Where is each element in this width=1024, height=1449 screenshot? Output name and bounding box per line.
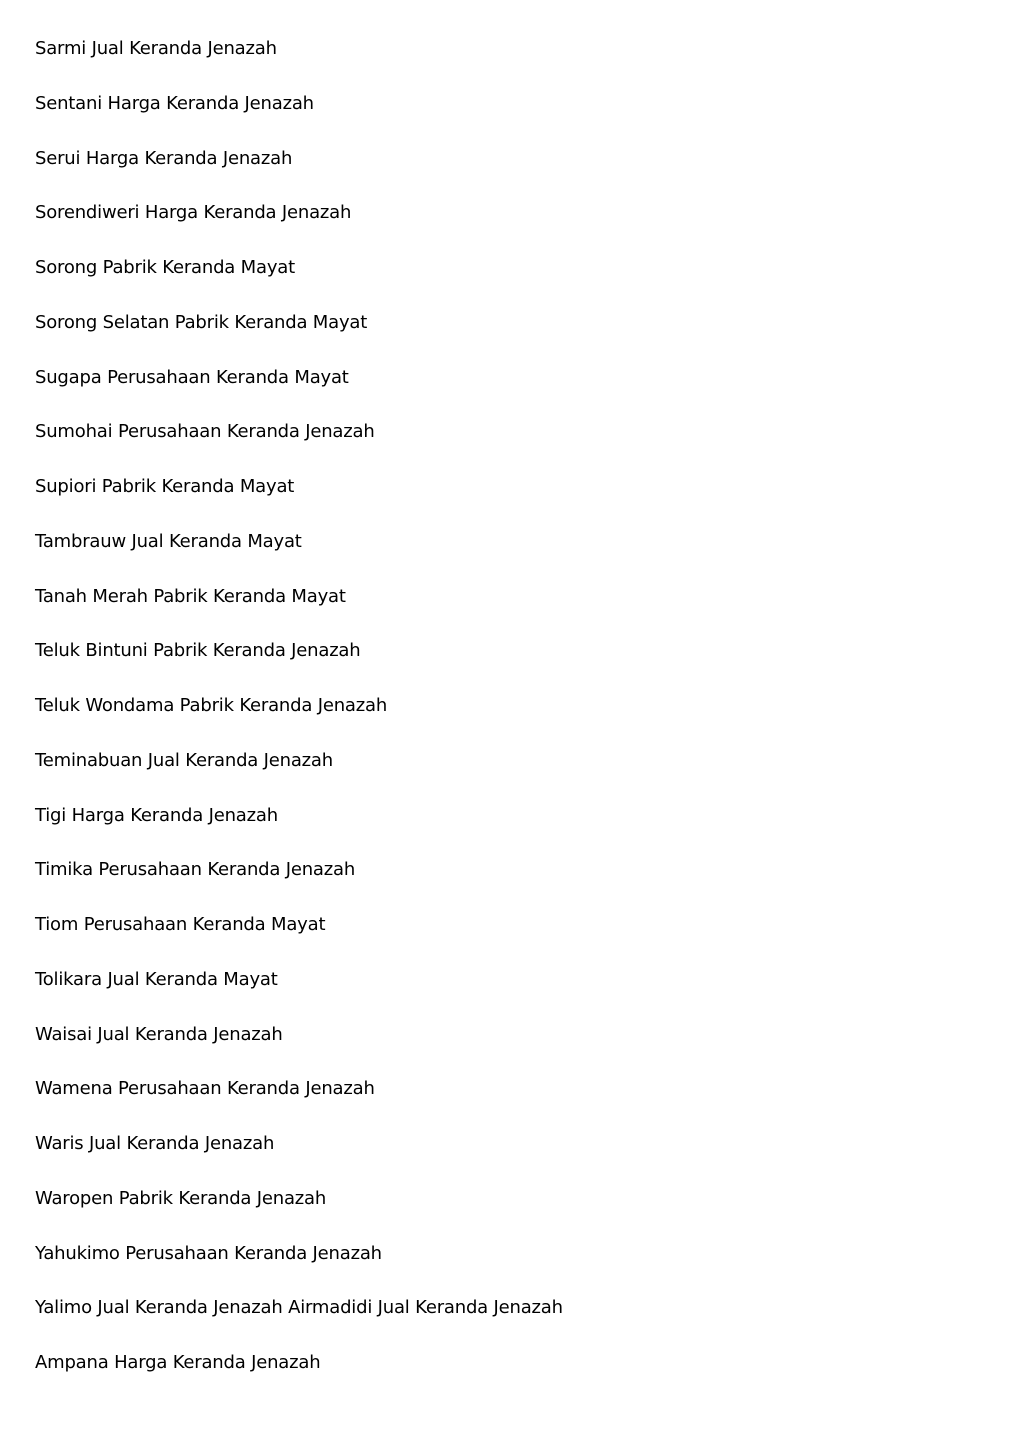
text-line: Sumohai Perusahaan Keranda Jenazah (35, 421, 375, 443)
text-line: Yahukimo Perusahaan Keranda Jenazah (35, 1242, 382, 1264)
text-line: Waisai Jual Keranda Jenazah (35, 1023, 283, 1045)
text-line: Waris Jual Keranda Jenazah (35, 1133, 275, 1154)
text-line: Sarmi Jual Keranda Jenazah (35, 38, 277, 59)
text-line: Ampana Harga Keranda Jenazah (35, 1352, 321, 1373)
text-line: Sorendiweri Harga Keranda Jenazah (35, 202, 352, 224)
text-line: Waropen Pabrik Keranda Jenazah (35, 1187, 327, 1209)
text-line: Teluk Wondama Pabrik Keranda Jenazah (35, 695, 388, 716)
text-line: Tolikara Jual Keranda Mayat (35, 968, 278, 990)
text-line-list (35, 37, 995, 1406)
text-line: Wamena Perusahaan Keranda Jenazah (35, 1078, 375, 1100)
text-line: Sorong Selatan Pabrik Keranda Mayat (35, 311, 368, 333)
text-line: Tigi Harga Keranda Jenazah (35, 804, 278, 826)
text-line: Supiori Pabrik Keranda Mayat (35, 476, 295, 497)
text-line: Sentani Harga Keranda Jenazah (35, 92, 314, 114)
text-line: Sugapa Perusahaan Keranda Mayat (35, 366, 349, 388)
text-line: Serui Harga Keranda Jenazah (35, 147, 293, 169)
text-line: Teluk Bintuni Pabrik Keranda Jenazah (35, 640, 361, 662)
text-line: Tambrauw Jual Keranda Mayat (35, 530, 302, 552)
text-line: Sorong Pabrik Keranda Mayat (35, 257, 295, 278)
text-line: Teminabuan Jual Keranda Jenazah (35, 749, 333, 771)
text-line: Yalimo Jual Keranda Jenazah Airmadidi Jual Keranda Jenazah (35, 1297, 563, 1319)
text-line: Tiom Perusahaan Keranda Mayat (35, 914, 326, 935)
text-line: Tanah Merah Pabrik Keranda Mayat (35, 585, 346, 607)
text-line: Timika Perusahaan Keranda Jenazah (35, 859, 356, 881)
